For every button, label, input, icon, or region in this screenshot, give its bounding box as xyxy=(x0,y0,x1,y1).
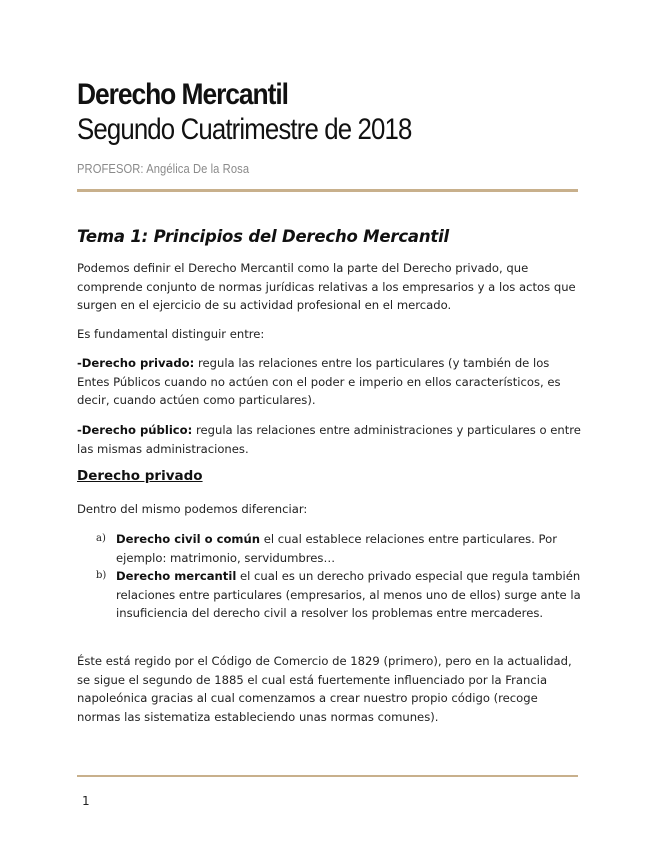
section-title: Tema 1: Principios del Derecho Mercantil xyxy=(77,227,449,246)
professor-line: PROFESOR: Angélica De la Rosa xyxy=(77,161,250,176)
derecho-privado-term: -Derecho privado: xyxy=(77,356,195,370)
list-item xyxy=(77,530,582,567)
subsection-heading: Derecho privado xyxy=(77,468,203,484)
list-item-text: el cual establece relaciones entre particulares. Por ejemplo: matrimonio, servidumbres… xyxy=(116,532,557,565)
list-item-text: el cual es un derecho privado especial que regula también relaciones entre particulares (empresarios, al menos uno de ellos) surge ante la insuficiencia del derecho civil a resolver los problemas entre mercaderes. xyxy=(116,569,581,620)
derecho-privado-text: regula las relaciones entre los particulares (y también de los Entes Públicos cuando no actúen con el poder e imperio en ellos característicos, es decir, cuando actúen como particulares). xyxy=(77,356,561,407)
closing-paragraph: Éste está regido por el Código de Comercio de 1829 (primero), pero en la actualidad, se sigue el segundo de 1885 el cual está fuertemente influenciado por la Francia napoleónica gracias al cual comenzamos a crear nuestro propio código (recoge normas las sistematiza estableciendo unas normas comunes). xyxy=(77,654,572,724)
intro-paragraph: Podemos definir el Derecho Mercantil como la parte del Derecho privado, que comprende conjunto de normas jurídicas relativas a los empresarios y a los actos que surgen en el ejercicio de su actividad profesional en el mercado. xyxy=(77,261,576,312)
derecho-publico-text: regula las relaciones entre administraciones y particulares o entre las mismas administraciones. xyxy=(77,423,581,456)
derecho-publico-paragraph xyxy=(77,421,582,458)
subsection-intro: Dentro del mismo podemos diferenciar: xyxy=(77,502,308,516)
ordered-list xyxy=(77,530,582,623)
list-marker: b) xyxy=(96,570,107,581)
footer-divider xyxy=(77,775,578,777)
list-marker: a) xyxy=(96,533,106,544)
list-item-term: Derecho mercantil xyxy=(116,569,237,583)
document-subtitle: Segundo Cuatrimestre de 2018 xyxy=(77,113,412,146)
page-number: 1 xyxy=(82,794,90,808)
document-title: Derecho Mercantil xyxy=(77,78,288,111)
header-divider xyxy=(77,189,578,192)
derecho-publico-term: -Derecho público: xyxy=(77,423,193,437)
list-item xyxy=(77,567,582,623)
derecho-privado-paragraph xyxy=(77,354,582,410)
list-item-term: Derecho civil o común xyxy=(116,532,261,546)
distinguish-paragraph: Es fundamental distinguir entre: xyxy=(77,327,265,341)
